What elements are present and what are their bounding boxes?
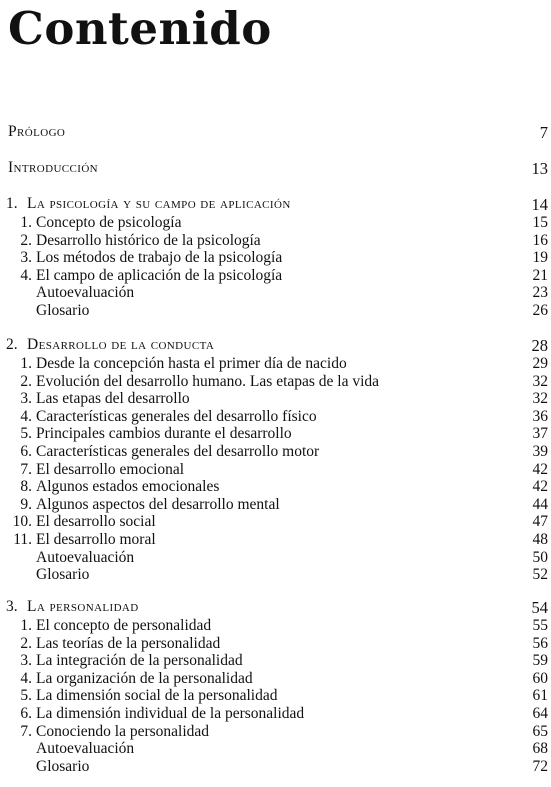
page-number: 64	[532, 705, 548, 722]
section-number: 2.	[20, 372, 32, 390]
section-number: 2.	[20, 634, 32, 652]
section-number: 10.	[12, 513, 32, 531]
chapter-title: La personalidad	[27, 598, 139, 615]
section-entry	[0, 513, 551, 531]
section-label: El desarrollo social	[36, 513, 156, 531]
section-entry	[0, 390, 551, 408]
section-number: 1.	[20, 617, 32, 634]
section-number: 4.	[20, 669, 32, 687]
section-entry	[0, 531, 551, 549]
page-number: 56	[532, 634, 548, 652]
section-entry	[0, 232, 551, 250]
page-number: 42	[532, 460, 548, 478]
page-number: 21	[532, 266, 548, 284]
section-number: 3.	[20, 249, 32, 267]
chapter-title: Desarrollo de la conducta	[27, 336, 215, 353]
section-entry	[0, 652, 551, 670]
page-number: 19	[532, 249, 548, 267]
section-entry	[0, 617, 551, 635]
page-number: 42	[532, 478, 548, 496]
section-label: Glosario	[36, 566, 90, 584]
section-number: 7.	[20, 722, 32, 740]
section-entry	[0, 549, 551, 567]
section-entry	[0, 705, 551, 723]
section-label: Autoevaluación	[36, 284, 135, 302]
page-number: 15	[532, 214, 548, 231]
section-label: Autoevaluación	[36, 740, 135, 758]
section-label: Características generales del desarrollo motor	[36, 443, 320, 460]
section-number: 11.	[13, 531, 32, 548]
chapter-entry	[0, 195, 551, 213]
section-label: Características generales del desarrollo físico	[36, 407, 317, 425]
page-number: 7	[539, 123, 548, 142]
section-label: El desarrollo emocional	[36, 460, 185, 478]
chapter-entry	[0, 598, 551, 616]
section-number: 6.	[20, 443, 32, 460]
page-number: 36	[532, 407, 548, 425]
front-matter-entry	[0, 123, 551, 141]
front-matter-entry	[0, 159, 551, 177]
section-number: 1.	[20, 214, 32, 231]
section-number: 8.	[20, 478, 32, 496]
section-label: Autoevaluación	[36, 548, 135, 566]
chapter-number: 2.	[6, 336, 18, 353]
section-label: La organización de la personalidad	[36, 669, 253, 687]
section-number: 7.	[20, 460, 32, 478]
section-label: Algunos estados emocionales	[36, 478, 220, 496]
front-matter-label: Introducción	[8, 159, 99, 176]
section-entry	[0, 249, 551, 267]
section-label: Glosario	[36, 757, 90, 775]
chapter-number: 3.	[6, 598, 18, 615]
section-entry	[0, 758, 551, 776]
section-label: Las etapas del desarrollo	[36, 390, 190, 408]
section-label: Desarrollo histórico de la psicología	[36, 231, 261, 249]
page-number: 52	[532, 566, 548, 584]
page-number: 68	[532, 740, 548, 758]
section-label: El concepto de personalidad	[36, 617, 212, 634]
section-entry	[0, 373, 551, 391]
section-entry	[0, 635, 551, 653]
section-label: Evolución del desarrollo humano. Las etapas de la vida	[36, 372, 380, 390]
page-number: 48	[532, 531, 548, 548]
page-number: 28	[531, 336, 548, 355]
section-label: Algunos aspectos del desarrollo mental	[36, 495, 280, 513]
page-number: 37	[532, 425, 548, 443]
page-number: 13	[531, 159, 548, 178]
page-number: 59	[532, 652, 548, 670]
page-number: 39	[532, 443, 548, 460]
page-number: 29	[532, 355, 548, 372]
chapter-entry	[0, 336, 551, 354]
section-entry	[0, 687, 551, 705]
page-number: 54	[531, 598, 548, 617]
page-number: 72	[532, 757, 548, 775]
page-number: 16	[532, 231, 548, 249]
section-number: 3.	[20, 652, 32, 670]
section-label: Concepto de psicología	[36, 214, 182, 231]
page-number: 60	[532, 669, 548, 687]
section-entry	[0, 355, 551, 373]
page-number: 44	[532, 495, 548, 513]
section-entry	[0, 408, 551, 426]
chapter-number: 1.	[6, 195, 18, 212]
section-number: 6.	[20, 705, 32, 722]
section-number: 5.	[20, 425, 32, 443]
section-label: Desde la concepción hasta el primer día de nacido	[36, 355, 347, 372]
section-entry	[0, 425, 551, 443]
section-number: 4.	[20, 407, 32, 425]
page-number: 14	[531, 195, 548, 214]
section-label: La integración de la personalidad	[36, 652, 243, 670]
section-entry	[0, 566, 551, 584]
section-label: La dimensión social de la personalidad	[36, 687, 278, 705]
section-entry	[0, 284, 551, 302]
section-entry	[0, 461, 551, 479]
section-label: Conociendo la personalidad	[36, 722, 210, 740]
section-number: 4.	[20, 266, 32, 284]
section-label: La dimensión individual de la personalidad	[36, 705, 305, 722]
section-label: Las teorías de la personalidad	[36, 634, 221, 652]
front-matter-label: Prólogo	[8, 123, 66, 140]
section-number: 1.	[20, 355, 32, 372]
section-number: 2.	[20, 231, 32, 249]
page-number: 61	[532, 687, 548, 705]
page-number: 65	[532, 722, 548, 740]
page-number: 32	[532, 372, 548, 390]
section-entry	[0, 267, 551, 285]
section-entry	[0, 302, 551, 320]
section-label: Los métodos de trabajo de la psicología	[36, 249, 283, 267]
page-number: 47	[532, 513, 548, 531]
chapter-title: La psicología y su campo de aplicación	[27, 195, 291, 212]
section-entry	[0, 478, 551, 496]
section-entry	[0, 670, 551, 688]
page-number: 26	[532, 302, 548, 319]
section-entry	[0, 496, 551, 514]
section-label: El desarrollo moral	[36, 531, 156, 548]
section-number: 9.	[20, 495, 32, 513]
page-number: 32	[532, 390, 548, 408]
page-number: 50	[532, 548, 548, 566]
section-entry	[0, 443, 551, 461]
page-number: 55	[532, 617, 548, 634]
page-title: Contenido	[8, 2, 272, 55]
section-entry	[0, 723, 551, 741]
page-number: 23	[532, 284, 548, 302]
section-entry	[0, 214, 551, 232]
section-number: 5.	[20, 687, 32, 705]
section-number: 3.	[20, 390, 32, 408]
section-label: El campo de aplicación de la psicología	[36, 266, 283, 284]
section-entry	[0, 740, 551, 758]
section-label: Principales cambios durante el desarrollo	[36, 425, 292, 443]
section-label: Glosario	[36, 302, 90, 319]
